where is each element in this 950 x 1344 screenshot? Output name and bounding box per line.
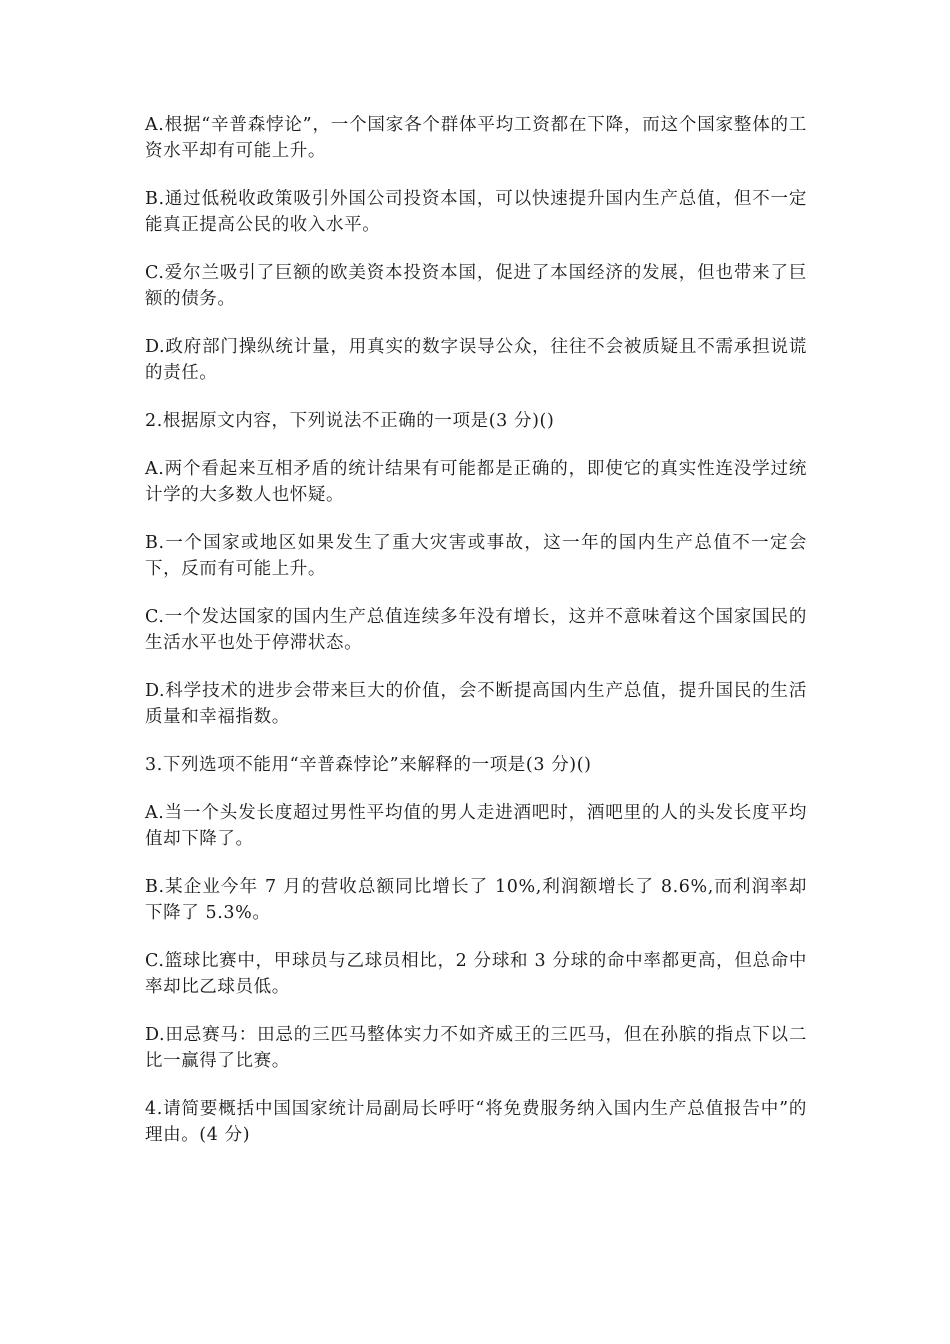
document-body xyxy=(145,112,807,1170)
q1-option-c: C.爱尔兰吸引了巨额的欧美资本投资本国，促进了本国经济的发展，但也带来了巨额的债务。 xyxy=(145,263,807,309)
question-2: 2.根据原文内容，下列说法不正确的一项是(3 分)() xyxy=(145,411,555,431)
q2-option-a: A.两个看起来互相矛盾的统计结果有可能都是正确的，即使它的真实性连没学过统计学的大多数人也怀疑。 xyxy=(145,459,807,505)
q2-option-b: B.一个国家或地区如果发生了重大灾害或事故，这一年的国内生产总值不一定会下，反而有可能上升。 xyxy=(145,533,807,579)
question-3: 3.下列选项不能用“辛普森悖论”来解释的一项是(3 分)() xyxy=(145,755,592,775)
q1-option-a: A.根据“辛普森悖论”，一个国家各个群体平均工资都在下降，而这个国家整体的工资水平却有可能上升。 xyxy=(145,115,807,161)
q1-option-b: B.通过低税收政策吸引外国公司投资本国，可以快速提升国内生产总值，但不一定能真正提高公民的收入水平。 xyxy=(145,189,807,235)
q2-option-c: C.一个发达国家的国内生产总值连续多年没有增长，这并不意味着这个国家国民的生活水平也处于停滞状态。 xyxy=(145,607,807,653)
q2-option-d: D.科学技术的进步会带来巨大的价值，会不断提高国内生产总值，提升国民的生活质量和幸福指数。 xyxy=(145,681,807,727)
q3-option-c: C.篮球比赛中，甲球员与乙球员相比，2 分球和 3 分球的命中率都更高，但总命中率却比乙球员低。 xyxy=(145,951,807,997)
q1-option-d: D.政府部门操纵统计量，用真实的数字误导公众，往往不会被质疑且不需承担说谎的责任。 xyxy=(145,337,807,383)
q3-option-d: D.田忌赛马：田忌的三匹马整体实力不如齐威王的三匹马，但在孙膑的指点下以二比一赢得了比赛。 xyxy=(145,1025,807,1071)
q3-option-a: A.当一个头发长度超过男性平均值的男人走进酒吧时，酒吧里的人的头发长度平均值却下降了。 xyxy=(145,803,807,849)
q3-option-b: B.某企业今年 7 月的营收总额同比增长了 10%,利润额增长了 8.6%,而利润率却下降了 5.3%。 xyxy=(145,877,807,923)
question-4: 4.请简要概括中国国家统计局副局长呼吁“将免费服务纳入国内生产总值报告中”的理由。(4 分) xyxy=(145,1099,807,1145)
